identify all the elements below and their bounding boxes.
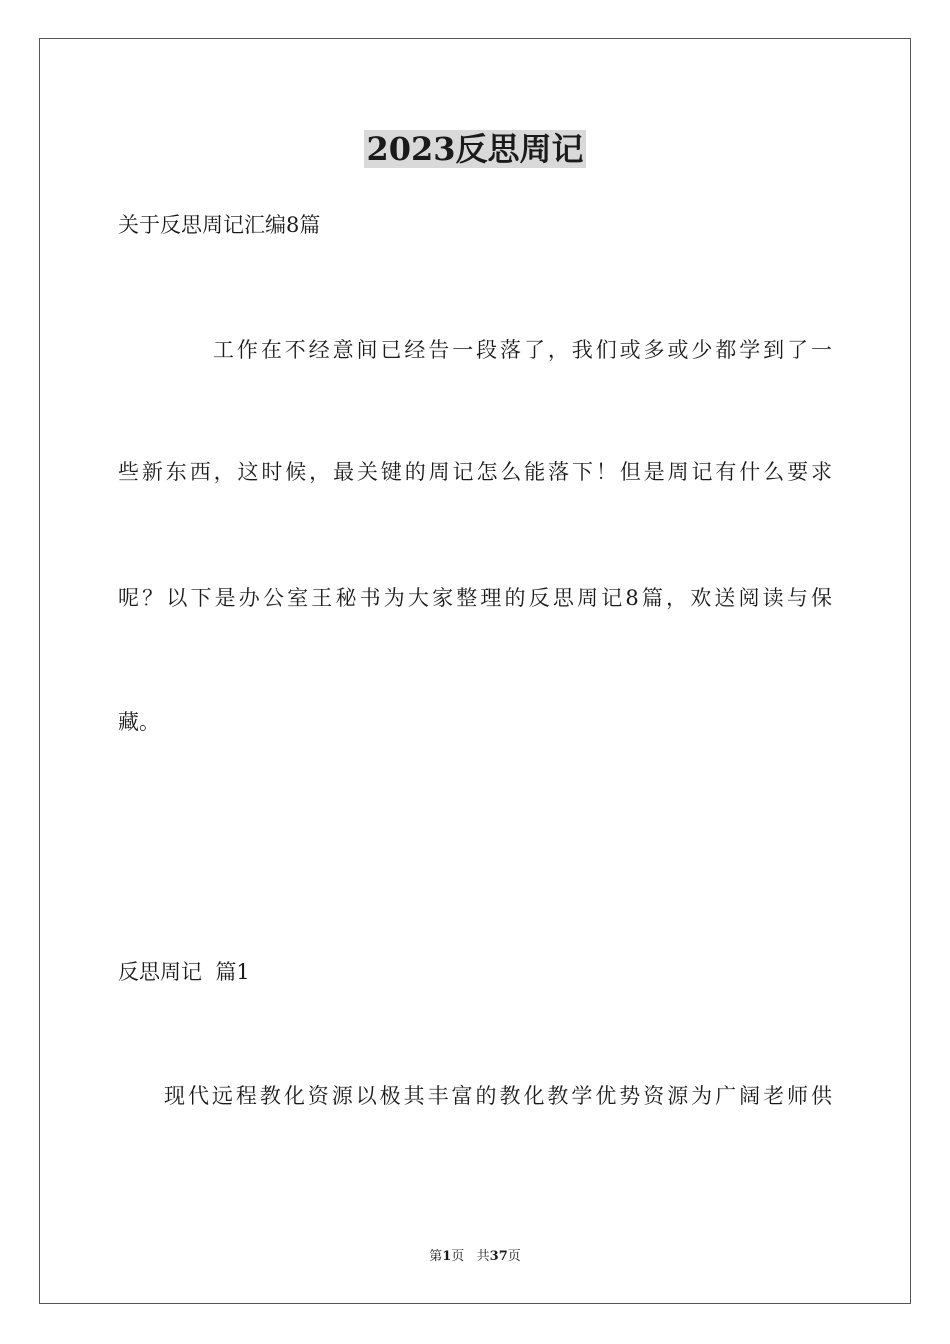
footer-current-page: 1 bbox=[442, 1249, 452, 1264]
document-title-text: 2023反思周记 bbox=[366, 130, 584, 168]
document-title bbox=[0, 128, 950, 170]
intro-line-3: 呢？以下是办公室王秘书为大家整理的反思周记8篇，欢送阅读与保 bbox=[118, 586, 832, 610]
intro-line-1: 工作在不经意间已经告一段落了，我们或多或少都学到了一 bbox=[213, 338, 832, 362]
section-heading: 反思周记 篇1 bbox=[118, 960, 250, 984]
intro-line-2: 些新东西，这时候，最关键的周记怎么能落下！但是周记有什么要求 bbox=[118, 460, 832, 484]
footer-page-prefix: 第 bbox=[429, 1249, 443, 1264]
footer-page-suffix: 页 bbox=[507, 1249, 521, 1264]
footer-total-pages: 37 bbox=[489, 1249, 508, 1264]
document-subtitle: 关于反思周记汇编8篇 bbox=[118, 213, 321, 237]
page-footer bbox=[0, 1248, 950, 1266]
section-body-line-1: 现代远程教化资源以极其丰富的教化教学优势资源为广阔老师供 bbox=[164, 1084, 832, 1108]
footer-page-mid: 页 共 bbox=[451, 1249, 490, 1264]
intro-line-4: 藏。 bbox=[118, 710, 160, 734]
